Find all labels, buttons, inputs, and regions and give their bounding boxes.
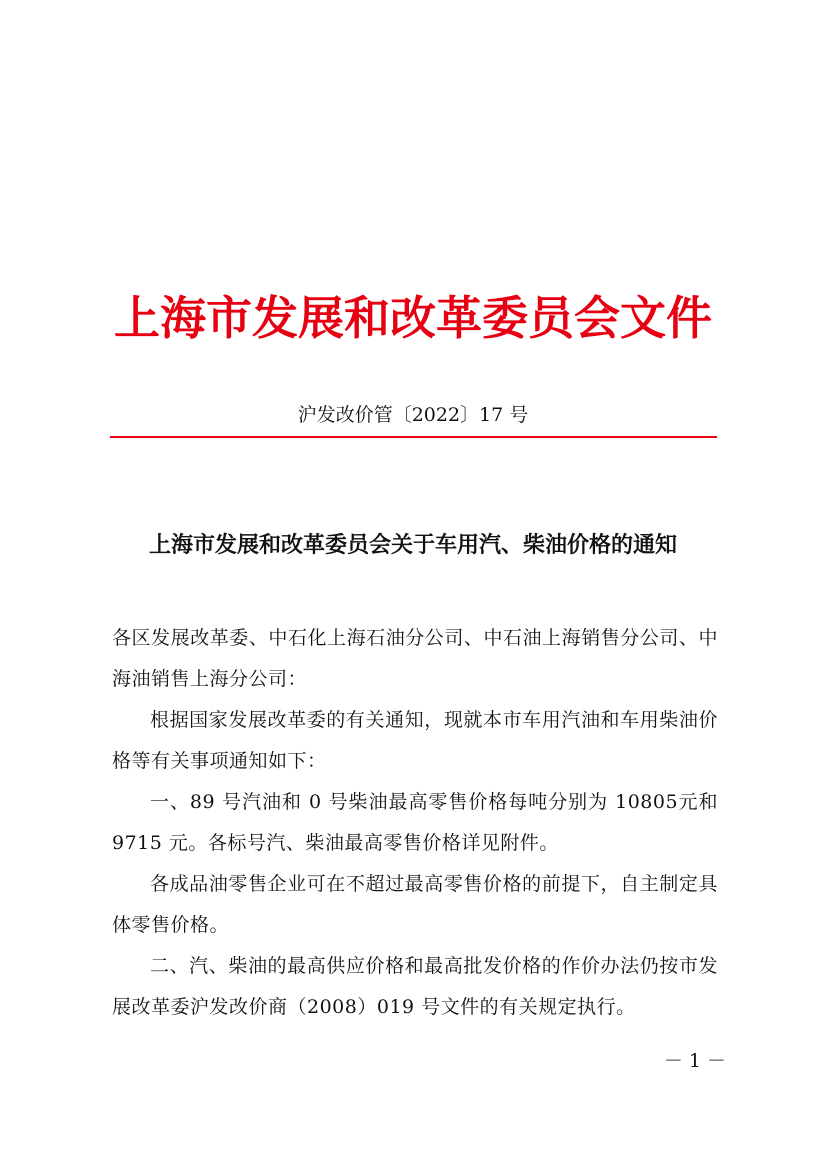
body-paragraph-item-two: 二、汽、柴油的最高供应价格和最高批发价格的作价办法仍按市发展改革委沪发改价商（2008）019 号文件的有关规定执行。	[112, 955, 718, 1018]
addressees-paragraph: 各区发展改革委、中石化上海石油分公司、中石油上海销售分公司、中海油销售上海分公司：	[112, 627, 718, 690]
body-paragraph-intro: 根据国家发展改革委的有关通知，现就本市车用汽油和车用柴油价格等有关事项通知如下：	[112, 709, 718, 772]
notice-body	[112, 618, 718, 1028]
body-paragraph-retail-pricing: 各成品油零售企业可在不超过最高零售价格的前提下，自主制定具体零售价格。	[112, 873, 718, 936]
document-number: 沪发改价管〔2022〕17 号	[297, 404, 529, 426]
red-divider-line	[110, 436, 717, 438]
body-paragraph-item-one: 一、89 号汽油和 0 号柴油最高零售价格每吨分别为 10805元和 9715 元。各标号汽、柴油最高零售价格详见附件。	[112, 791, 718, 854]
page-number: － 1 －	[663, 1050, 726, 1072]
notice-title: 上海市发展和改革委员会关于车用汽、柴油价格的通知	[148, 532, 677, 558]
issuer-masthead-title: 上海市发展和改革委员会文件	[114, 291, 712, 345]
